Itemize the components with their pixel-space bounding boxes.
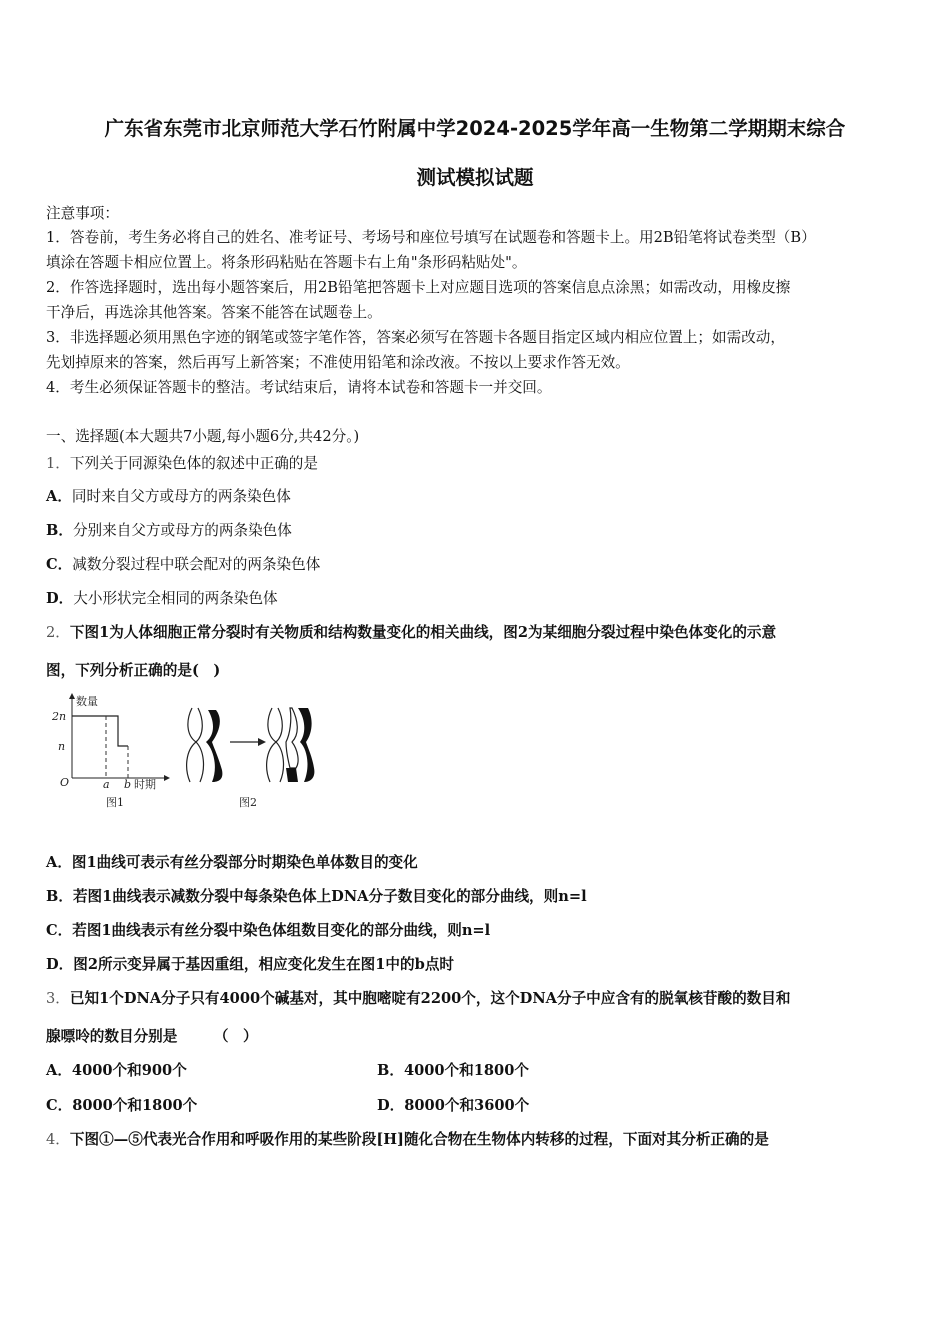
figure-1-graph [51, 693, 170, 809]
origin-label: O [60, 776, 70, 789]
chromosome-right-3 [286, 708, 298, 768]
q2-figure [46, 690, 346, 815]
question-2-cont: 图，下列分析正确的是( ) [46, 662, 221, 679]
y-tick-n: n [58, 740, 66, 753]
chromosome-right-dark [298, 708, 314, 782]
q2-figure-svg [46, 690, 346, 815]
chromosome-right-2 [276, 708, 283, 782]
notes-line: 3．非选择题必须用黑色字迹的钢笔或签字笔作答，答案必须写在答题卡各题目指定区域内相应位置上；如需改动， [46, 329, 785, 346]
question-stem: 下列关于同源染色体的叙述中正确的是 [69, 455, 318, 472]
question-number: 1． [46, 455, 70, 472]
x-label: 时期 [134, 778, 156, 791]
x-tick-a: a [103, 778, 110, 791]
exam-title-line2: 测试模拟试题 [416, 166, 534, 189]
x-axis-arrow [164, 775, 170, 781]
question-number: 2． [46, 624, 70, 641]
question-4 [46, 1128, 769, 1149]
y-axis-arrow [69, 693, 75, 699]
q2-option-b[interactable]: B．若图1曲线表示减数分裂中每条染色体上DNA分子数目变化的部分曲线，则n=l [46, 888, 587, 905]
question-stem: 已知1个DNA分子只有4000个碱基对，其中胞嘧啶有2200个，这个DNA分子中应含有的脱氧核苷酸的数目和 [69, 990, 791, 1007]
question-3 [46, 987, 790, 1008]
q1-option-d[interactable]: D．大小形状完全相同的两条染色体 [46, 590, 278, 607]
chromosome-right-1 [267, 708, 276, 782]
transition-arrow-head [258, 738, 266, 746]
fig1-caption: 图1 [106, 796, 124, 809]
notes-line: 先划掉原来的答案，然后再写上新答案；不准使用铅笔和涂改液。不按以上要求作答无效。 [46, 354, 630, 371]
question-1 [46, 452, 318, 473]
exam-title-line1: 广东省东莞市北京师范大学石竹附属中学2024-2025学年高一生物第二学期期末综合 [104, 117, 846, 140]
question-number: 4． [46, 1131, 70, 1148]
notes-line: 填涂在答题卡相应位置上。将条形码粘贴在答题卡右上角"条形码粘贴处"。 [46, 254, 527, 271]
chromosome-left-1 [187, 708, 196, 782]
y-label: 数量 [76, 695, 98, 708]
x-tick-b: b [124, 778, 132, 791]
q3-option-b[interactable]: B．4000个和1800个 [377, 1062, 529, 1079]
notes-heading: 注意事项： [46, 205, 119, 222]
notes-line: 干净后，再选涂其他答案。答案不能答在试题卷上。 [46, 304, 382, 321]
q2-option-d[interactable]: D．图2所示变异属于基因重组，相应变化发生在图1中的b点时 [46, 956, 455, 973]
q2-option-a[interactable]: A．图1曲线可表示有丝分裂部分时期染色单体数目的变化 [46, 854, 418, 871]
question-stem: 下图①—⑤代表光合作用和呼吸作用的某些阶段[H]随化合物在生物体内转移的过程，下面对其分析正确的是 [69, 1131, 769, 1148]
question-stem: 下图1为人体细胞正常分裂时有关物质和结构数量变化的相关曲线，图2为某细胞分裂过程中染色体变化的示意 [69, 624, 777, 641]
question-number: 3． [46, 990, 70, 1007]
exchanged-segment [286, 768, 298, 782]
question-2 [46, 621, 776, 642]
notes-line: 4．考生必须保证答题卡的整洁。考试结束后，请将本试卷和答题卡一并交回。 [46, 379, 552, 396]
chromosome-left-2 [196, 708, 203, 782]
fig2-caption: 图2 [239, 796, 257, 809]
notes-line: 2．作答选择题时，选出每小题答案后，用2B铅笔把答题卡上对应题目选项的答案信息点涂黑；如需改动，用橡皮擦 [46, 279, 791, 296]
q1-option-a[interactable]: A．同时来自父方或母方的两条染色体 [46, 488, 291, 505]
chromosome-left-dark [206, 710, 222, 782]
q3-option-c[interactable]: C．8000个和1800个 [46, 1097, 198, 1114]
q2-option-c[interactable]: C．若图1曲线表示有丝分裂中染色体组数目变化的部分曲线，则n=l [46, 922, 491, 939]
question-3-cont: 腺嘌呤的数目分别是 （ ） [46, 1028, 258, 1045]
q3-option-d[interactable]: D．8000个和3600个 [377, 1097, 530, 1114]
y-tick-2n: 2n [52, 710, 67, 723]
section-heading: 一、选择题(本大题共7小题,每小题6分,共42分。) [46, 428, 360, 445]
notes-line: 1．答卷前，考生务必将自己的姓名、准考证号、考场号和座位号填写在试题卷和答题卡上。用2B铅笔将试卷类型（B） [46, 229, 816, 246]
q3-option-a[interactable]: A．4000个和900个 [46, 1062, 187, 1079]
curve-line [72, 716, 128, 746]
q1-option-c[interactable]: C．减数分裂过程中联会配对的两条染色体 [46, 556, 321, 573]
figure-2-chromosomes [187, 708, 315, 809]
q1-option-b[interactable]: B．分别来自父方或母方的两条染色体 [46, 522, 292, 539]
